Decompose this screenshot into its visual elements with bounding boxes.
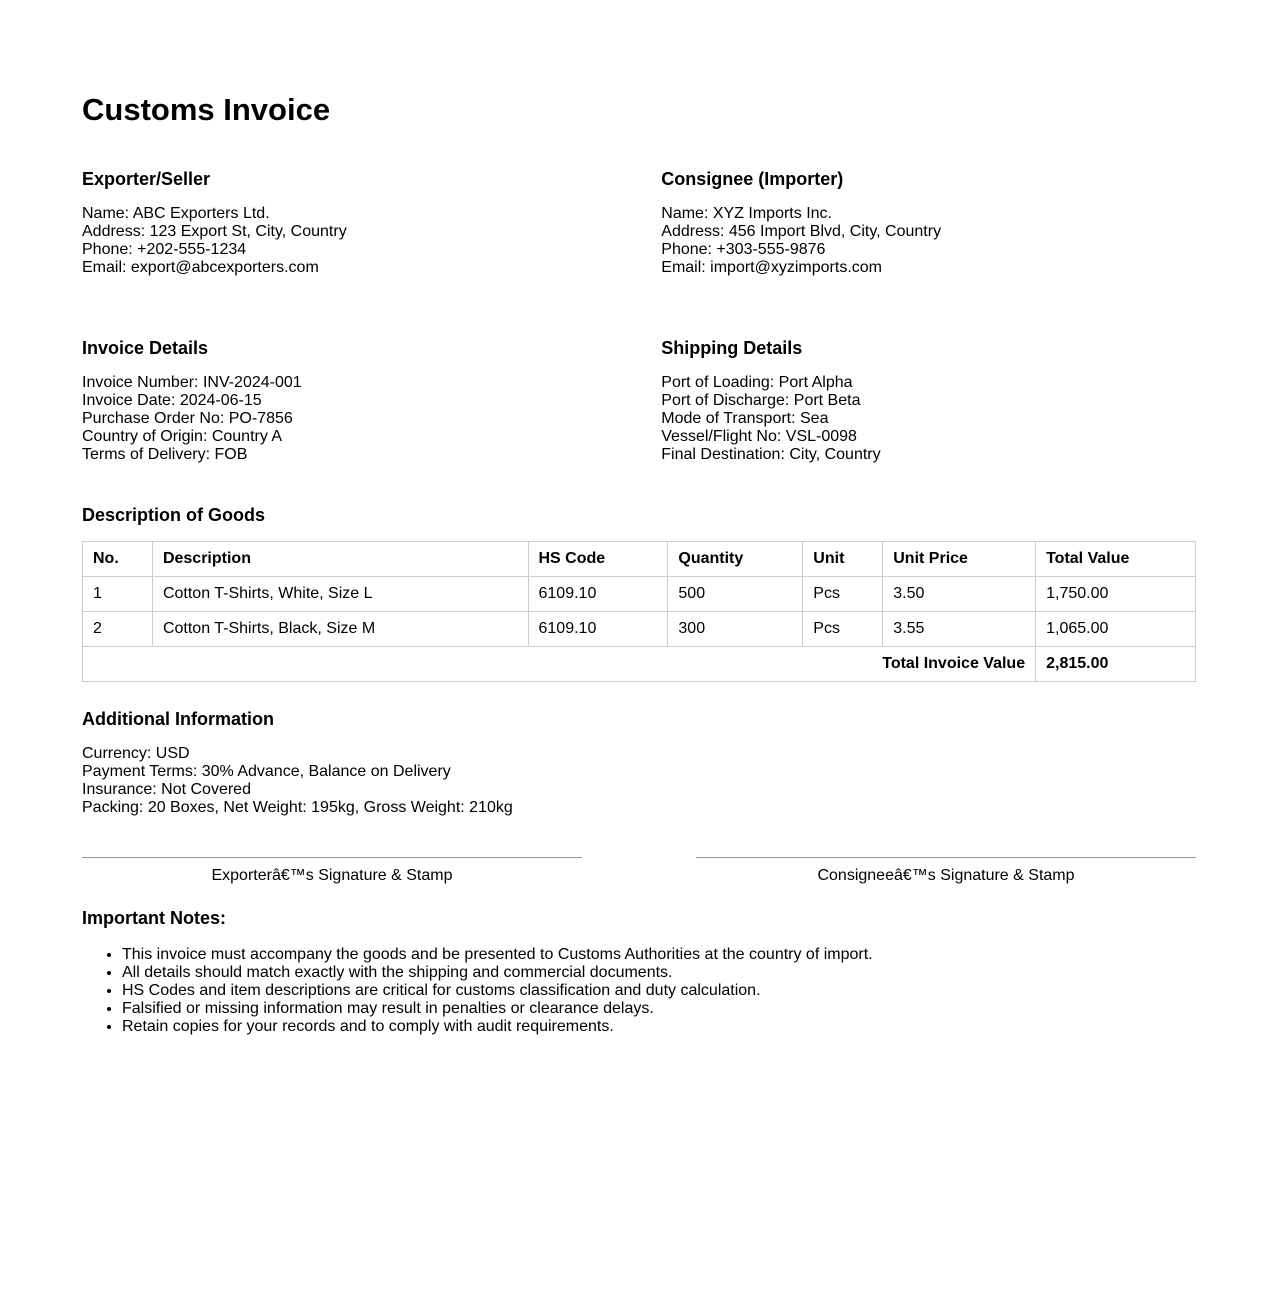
cell-unit: Pcs (803, 577, 883, 612)
cell-unit: Pcs (803, 612, 883, 647)
insurance: Insurance: Not Covered (82, 781, 251, 798)
cell-description: Cotton T-Shirts, Black, Size M (152, 612, 528, 647)
invoice-details-heading: Invoice Details (82, 338, 209, 358)
note-item: • All details should match exactly with the shipping and commercial documents. (122, 964, 1196, 982)
goods-total-row (83, 647, 1196, 682)
consignee-address: Address: 456 Import Blvd, City, Country (661, 223, 942, 240)
col-header-total-value: Total Value (1036, 542, 1196, 577)
exporter-signature-label: Exporterâ€™s Signature & Stamp (211, 867, 453, 884)
consignee-email: Email: import@xyzimports.com (661, 259, 882, 276)
cell-quantity: 500 (668, 577, 803, 612)
col-header-quantity: Quantity (668, 542, 803, 577)
notes-heading: Important Notes: (82, 908, 226, 928)
cell-no: 1 (83, 577, 153, 612)
additional-info-heading: Additional Information (82, 709, 274, 729)
additional-info (82, 745, 1196, 817)
port-of-loading: Port of Loading: Port Alpha (661, 374, 853, 391)
exporter-signature-block (82, 857, 582, 885)
total-invoice-value-label: Total Invoice Value (83, 647, 1036, 682)
note-item: • Retain copies for your records and to comply with audit requirements. (122, 1018, 1196, 1036)
consignee-phone: Phone: +303-555-9876 (661, 241, 826, 258)
invoice-details-info (82, 374, 661, 464)
exporter-email: Email: export@abcexporters.com (82, 259, 319, 276)
cell-unit-price: 3.55 (883, 612, 1036, 647)
exporter-section (82, 168, 661, 277)
signatures-section (82, 857, 1196, 885)
cell-no: 2 (83, 612, 153, 647)
consignee-signature-block (696, 857, 1196, 885)
cell-total-value: 1,065.00 (1036, 612, 1196, 647)
cell-description: Cotton T-Shirts, White, Size L (152, 577, 528, 612)
exporter-phone: Phone: +202-555-1234 (82, 241, 247, 258)
col-header-no: No. (83, 542, 153, 577)
invoice-details-section (82, 337, 661, 464)
cell-total-value: 1,750.00 (1036, 577, 1196, 612)
packing: Packing: 20 Boxes, Net Weight: 195kg, Gross Weight: 210kg (82, 799, 513, 816)
exporter-info (82, 205, 661, 277)
cell-quantity: 300 (668, 612, 803, 647)
cell-hs-code: 6109.10 (528, 612, 668, 647)
col-header-unit: Unit (803, 542, 883, 577)
invoice-number: Invoice Number: INV-2024-001 (82, 374, 302, 391)
consignee-heading: Consignee (Importer) (661, 169, 844, 189)
consignee-info (661, 205, 1196, 277)
additional-info-section (82, 708, 1196, 817)
consignee-name: Name: XYZ Imports Inc. (661, 205, 832, 222)
consignee-section (661, 168, 1196, 277)
exporter-name: Name: ABC Exporters Ltd. (82, 205, 270, 222)
note-item: • HS Codes and item descriptions are critical for customs classification and duty calculation. (122, 982, 1196, 1000)
payment-terms: Payment Terms: 30% Advance, Balance on Delivery (82, 763, 451, 780)
terms-of-delivery: Terms of Delivery: FOB (82, 446, 248, 463)
consignee-signature-label: Consigneeâ€™s Signature & Stamp (817, 867, 1075, 884)
goods-section (82, 504, 1196, 682)
country-of-origin: Country of Origin: Country A (82, 428, 283, 445)
purchase-order-no: Purchase Order No: PO-7856 (82, 410, 293, 427)
details-section (82, 337, 1196, 464)
exporter-heading: Exporter/Seller (82, 169, 211, 189)
invoice-date: Invoice Date: 2024-06-15 (82, 392, 262, 409)
final-destination: Final Destination: City, Country (661, 446, 881, 463)
port-of-discharge: Port of Discharge: Port Beta (661, 392, 861, 409)
col-header-unit-price: Unit Price (883, 542, 1036, 577)
mode-of-transport: Mode of Transport: Sea (661, 410, 829, 427)
goods-row (83, 577, 1196, 612)
exporter-address: Address: 123 Export St, City, Country (82, 223, 347, 240)
currency: Currency: USD (82, 745, 190, 762)
shipping-details-heading: Shipping Details (661, 338, 803, 358)
col-header-description: Description (152, 542, 528, 577)
goods-heading: Description of Goods (82, 505, 266, 525)
total-invoice-value: 2,815.00 (1036, 647, 1196, 682)
note-item: • This invoice must accompany the goods and be presented to Customs Authorities at the country of import. (122, 946, 1196, 964)
notes-list (82, 946, 1196, 1036)
shipping-details-section (661, 337, 1196, 464)
col-header-hs-code: HS Code (528, 542, 668, 577)
cell-hs-code: 6109.10 (528, 577, 668, 612)
goods-row (83, 612, 1196, 647)
shipping-details-info (661, 374, 1196, 464)
note-item: • Falsified or missing information may result in penalties or clearance delays. (122, 1000, 1196, 1018)
page-title: Customs Invoice (82, 92, 331, 127)
vessel-flight-no: Vessel/Flight No: VSL-0098 (661, 428, 857, 445)
cell-unit-price: 3.50 (883, 577, 1036, 612)
parties-section (82, 168, 1196, 277)
notes-section (82, 907, 1196, 1036)
goods-table (82, 541, 1196, 682)
goods-header-row (83, 542, 1196, 577)
